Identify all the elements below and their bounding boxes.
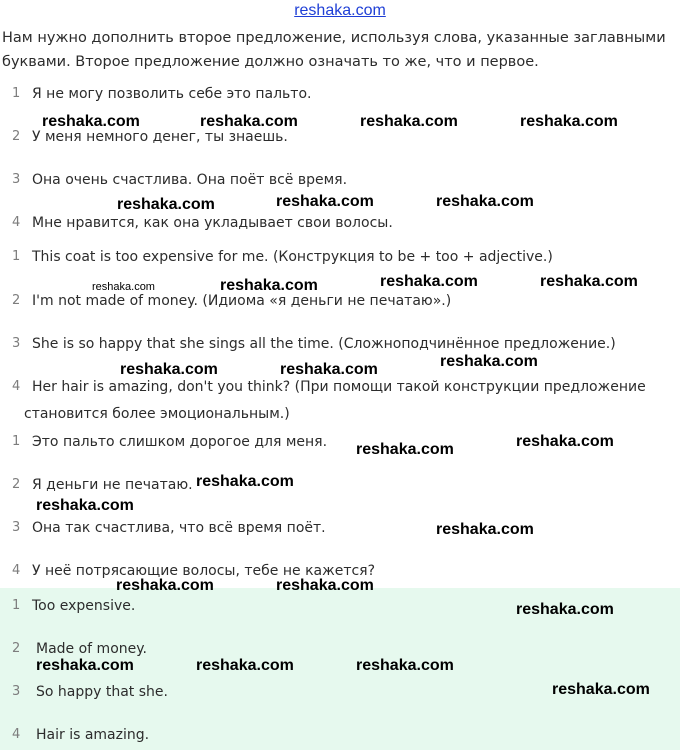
watermark: reshaka.com: [552, 681, 650, 698]
item-text: Too expensive.: [32, 598, 136, 614]
item-text: Она так счастлива, что всё время поёт.: [32, 520, 326, 536]
item-number: 1: [12, 598, 21, 613]
item-text: I'm not made of money. (Идиома «я деньги не печатаю».): [32, 293, 452, 309]
watermark: reshaka.com: [356, 657, 454, 674]
item-text: So happy that she.: [36, 684, 168, 700]
watermark: reshaka.com: [360, 113, 458, 130]
item-number: 4: [12, 379, 21, 394]
watermark: reshaka.com: [520, 113, 618, 130]
watermark: reshaka.com: [120, 361, 218, 378]
task-instructions: Нам нужно дополнить второе предложение, используя слова, указанные заглавными буквами. Второе предложение должно означать то же, что и первое.: [2, 30, 666, 70]
watermark: reshaka.com: [42, 113, 140, 130]
item-text: Her hair is amazing, don't you think? (При помощи такой конструкции предложение: [32, 379, 646, 395]
watermark: reshaka.com: [196, 473, 294, 490]
item-number: 4: [12, 563, 21, 578]
item-text: У неё потрясающие волосы, тебе не кажется?: [32, 563, 376, 579]
watermark: reshaka.com: [36, 497, 134, 514]
watermark: reshaka.com: [200, 113, 298, 130]
watermark: reshaka.com: [540, 273, 638, 290]
item-text: Я деньги не печатаю.: [32, 477, 193, 493]
item-number: 3: [12, 336, 21, 351]
item-text: Она очень счастлива. Она поёт всё время.: [32, 172, 348, 188]
watermark: reshaka.com: [436, 521, 534, 538]
site-header-link[interactable]: reshaka.com: [294, 2, 386, 19]
watermark: reshaka.com: [276, 193, 374, 210]
item-text: Это пальто слишком дорогое для меня.: [32, 434, 328, 450]
item-text: У меня немного денег, ты знаешь.: [32, 129, 288, 145]
watermark: reshaka.com: [380, 273, 478, 290]
watermark: reshaka.com: [117, 196, 215, 213]
watermark: reshaka.com: [276, 577, 374, 594]
item-number: 3: [12, 172, 21, 187]
item-text: Я не могу позволить себе это пальто.: [32, 86, 312, 102]
item-number: 2: [12, 477, 21, 492]
item-number: 2: [12, 293, 21, 308]
item-text: This coat is too expensive for me. (Конструкция to be + too + adjective.): [32, 249, 553, 265]
watermark: reshaka.com: [196, 657, 294, 674]
item-text-continuation: становится более эмоциональным.): [24, 406, 290, 422]
item-text: Made of money.: [36, 641, 147, 657]
item-text: Мне нравится, как она укладывает свои волосы.: [32, 215, 393, 231]
item-number: 1: [12, 434, 21, 449]
item-number: 4: [12, 727, 21, 742]
item-number: 4: [12, 215, 21, 230]
item-number: 3: [12, 684, 21, 699]
item-number: 2: [12, 129, 21, 144]
item-number: 1: [12, 86, 21, 101]
item-text: Hair is amazing.: [36, 727, 150, 743]
watermark: reshaka.com: [516, 433, 614, 450]
item-number: 2: [12, 641, 21, 656]
item-number: 1: [12, 249, 21, 264]
watermark: reshaka.com: [92, 281, 155, 293]
watermark: reshaka.com: [116, 577, 214, 594]
watermark: reshaka.com: [436, 193, 534, 210]
watermark: reshaka.com: [36, 657, 134, 674]
item-number: 3: [12, 520, 21, 535]
watermark: reshaka.com: [356, 441, 454, 458]
watermark: reshaka.com: [516, 601, 614, 618]
watermark: reshaka.com: [440, 353, 538, 370]
watermark: reshaka.com: [220, 277, 318, 294]
item-text: She is so happy that she sings all the time. (Сложноподчинённое предложение.): [32, 336, 616, 352]
watermark: reshaka.com: [280, 361, 378, 378]
